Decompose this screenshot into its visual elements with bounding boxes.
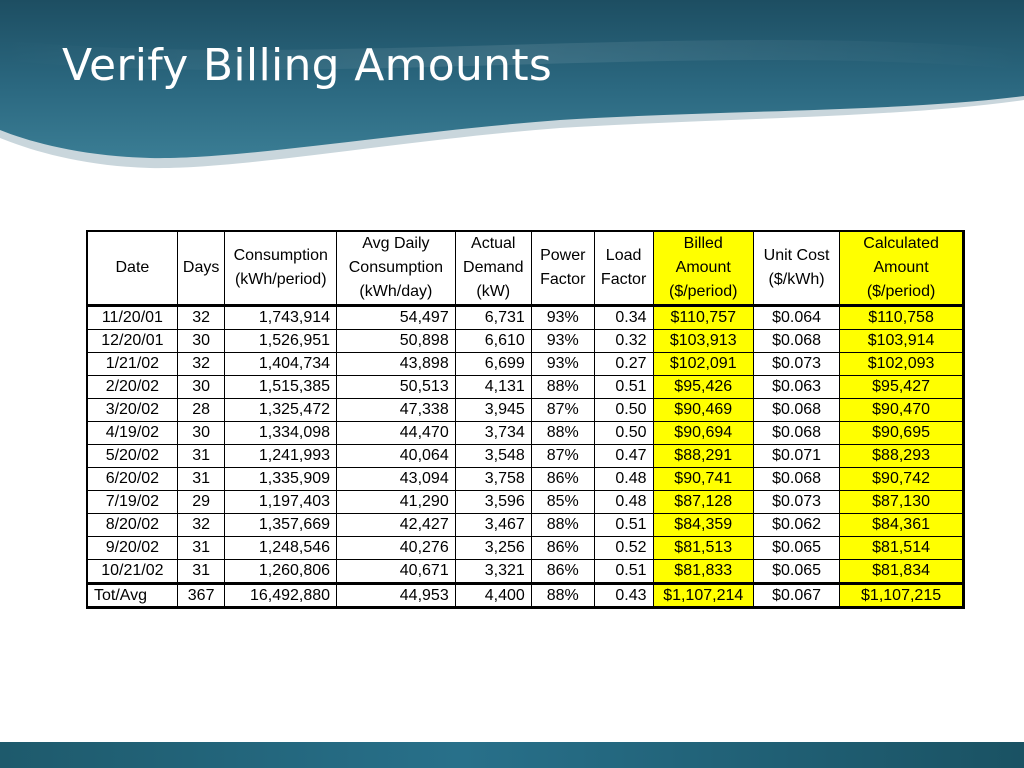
cell-power-factor: 88% (531, 514, 594, 537)
cell-days: 30 (177, 376, 225, 399)
header-load-factor: Load Factor (594, 231, 653, 306)
cell-load-factor: 0.50 (594, 399, 653, 422)
footer-bar (0, 742, 1024, 768)
cell-date: 1/21/02 (87, 353, 177, 376)
table-total-row (87, 584, 964, 608)
cell-consumption: 1,334,098 (225, 422, 337, 445)
table-row (87, 376, 964, 399)
cell-power-factor: 87% (531, 399, 594, 422)
cell-unit-cost: $0.068 (753, 330, 839, 353)
cell-date: 3/20/02 (87, 399, 177, 422)
cell-actual-demand: 3,596 (455, 491, 531, 514)
table-row (87, 422, 964, 445)
header-date: Date (87, 231, 177, 306)
cell-date: Tot/Avg (87, 584, 177, 608)
cell-actual-demand: 3,945 (455, 399, 531, 422)
header-unit-cost: Unit Cost ($/kWh) (753, 231, 839, 306)
cell-date: 9/20/02 (87, 537, 177, 560)
cell-load-factor: 0.48 (594, 491, 653, 514)
cell-unit-cost: $0.073 (753, 353, 839, 376)
header-billed-amount: Billed Amount ($/period) (653, 231, 753, 306)
cell-consumption: 1,404,734 (225, 353, 337, 376)
table-row (87, 445, 964, 468)
cell-unit-cost: $0.068 (753, 422, 839, 445)
cell-calculated-amount: $90,470 (840, 399, 964, 422)
cell-consumption: 1,260,806 (225, 560, 337, 584)
cell-calculated-amount: $87,130 (840, 491, 964, 514)
cell-unit-cost: $0.062 (753, 514, 839, 537)
cell-load-factor: 0.47 (594, 445, 653, 468)
cell-consumption: 1,248,546 (225, 537, 337, 560)
cell-avg-daily-consumption: 44,470 (337, 422, 456, 445)
cell-calculated-amount: $110,758 (840, 306, 964, 330)
cell-calculated-amount: $88,293 (840, 445, 964, 468)
cell-power-factor: 93% (531, 330, 594, 353)
cell-calculated-amount: $103,914 (840, 330, 964, 353)
cell-billed-amount: $84,359 (653, 514, 753, 537)
cell-billed-amount: $81,833 (653, 560, 753, 584)
cell-days: 28 (177, 399, 225, 422)
cell-date: 5/20/02 (87, 445, 177, 468)
cell-days: 30 (177, 422, 225, 445)
header-consumption: Consumption (kWh/period) (225, 231, 337, 306)
cell-billed-amount: $81,513 (653, 537, 753, 560)
cell-load-factor: 0.48 (594, 468, 653, 491)
table-row (87, 468, 964, 491)
cell-actual-demand: 4,131 (455, 376, 531, 399)
cell-load-factor: 0.51 (594, 560, 653, 584)
cell-billed-amount: $95,426 (653, 376, 753, 399)
cell-calculated-amount: $90,695 (840, 422, 964, 445)
table-row (87, 560, 964, 584)
cell-actual-demand: 4,400 (455, 584, 531, 608)
cell-days: 32 (177, 306, 225, 330)
table-row (87, 491, 964, 514)
cell-unit-cost: $0.073 (753, 491, 839, 514)
table-header-row (87, 231, 964, 306)
cell-unit-cost: $0.064 (753, 306, 839, 330)
cell-calculated-amount: $95,427 (840, 376, 964, 399)
cell-days: 32 (177, 514, 225, 537)
cell-load-factor: 0.27 (594, 353, 653, 376)
cell-unit-cost: $0.068 (753, 399, 839, 422)
cell-avg-daily-consumption: 54,497 (337, 306, 456, 330)
cell-avg-daily-consumption: 42,427 (337, 514, 456, 537)
cell-consumption: 1,526,951 (225, 330, 337, 353)
cell-power-factor: 86% (531, 537, 594, 560)
cell-actual-demand: 3,734 (455, 422, 531, 445)
cell-avg-daily-consumption: 44,953 (337, 584, 456, 608)
header-actual-demand: Actual Demand (kW) (455, 231, 531, 306)
cell-consumption: 1,515,385 (225, 376, 337, 399)
cell-days: 31 (177, 468, 225, 491)
cell-avg-daily-consumption: 41,290 (337, 491, 456, 514)
cell-actual-demand: 3,321 (455, 560, 531, 584)
cell-consumption: 1,357,669 (225, 514, 337, 537)
cell-billed-amount: $110,757 (653, 306, 753, 330)
cell-consumption: 1,335,909 (225, 468, 337, 491)
cell-consumption: 1,743,914 (225, 306, 337, 330)
cell-actual-demand: 3,548 (455, 445, 531, 468)
cell-power-factor: 87% (531, 445, 594, 468)
cell-consumption: 16,492,880 (225, 584, 337, 608)
cell-billed-amount: $87,128 (653, 491, 753, 514)
cell-date: 10/21/02 (87, 560, 177, 584)
cell-actual-demand: 3,758 (455, 468, 531, 491)
cell-days: 29 (177, 491, 225, 514)
cell-unit-cost: $0.067 (753, 584, 839, 608)
cell-unit-cost: $0.065 (753, 560, 839, 584)
cell-billed-amount: $102,091 (653, 353, 753, 376)
table-row (87, 353, 964, 376)
cell-avg-daily-consumption: 43,898 (337, 353, 456, 376)
cell-power-factor: 88% (531, 422, 594, 445)
cell-date: 6/20/02 (87, 468, 177, 491)
cell-billed-amount: $90,469 (653, 399, 753, 422)
cell-date: 12/20/01 (87, 330, 177, 353)
cell-days: 367 (177, 584, 225, 608)
cell-calculated-amount: $102,093 (840, 353, 964, 376)
cell-calculated-amount: $90,742 (840, 468, 964, 491)
cell-avg-daily-consumption: 40,064 (337, 445, 456, 468)
cell-date: 4/19/02 (87, 422, 177, 445)
cell-date: 7/19/02 (87, 491, 177, 514)
cell-avg-daily-consumption: 40,276 (337, 537, 456, 560)
slide-title: Verify Billing Amounts (62, 40, 553, 91)
cell-billed-amount: $88,291 (653, 445, 753, 468)
cell-power-factor: 88% (531, 584, 594, 608)
cell-avg-daily-consumption: 50,513 (337, 376, 456, 399)
table-row (87, 306, 964, 330)
cell-load-factor: 0.51 (594, 376, 653, 399)
cell-load-factor: 0.43 (594, 584, 653, 608)
cell-days: 31 (177, 560, 225, 584)
table-row (87, 514, 964, 537)
cell-days: 32 (177, 353, 225, 376)
cell-calculated-amount: $84,361 (840, 514, 964, 537)
table-row (87, 537, 964, 560)
cell-unit-cost: $0.068 (753, 468, 839, 491)
cell-consumption: 1,325,472 (225, 399, 337, 422)
cell-actual-demand: 6,699 (455, 353, 531, 376)
cell-unit-cost: $0.065 (753, 537, 839, 560)
table-body (87, 306, 964, 608)
cell-power-factor: 93% (531, 306, 594, 330)
cell-actual-demand: 3,256 (455, 537, 531, 560)
cell-consumption: 1,197,403 (225, 491, 337, 514)
cell-billed-amount: $103,913 (653, 330, 753, 353)
cell-power-factor: 85% (531, 491, 594, 514)
cell-avg-daily-consumption: 47,338 (337, 399, 456, 422)
cell-load-factor: 0.51 (594, 514, 653, 537)
cell-days: 31 (177, 537, 225, 560)
cell-actual-demand: 6,610 (455, 330, 531, 353)
cell-avg-daily-consumption: 50,898 (337, 330, 456, 353)
cell-days: 30 (177, 330, 225, 353)
cell-load-factor: 0.34 (594, 306, 653, 330)
header-days: Days (177, 231, 225, 306)
cell-unit-cost: $0.063 (753, 376, 839, 399)
cell-billed-amount: $1,107,214 (653, 584, 753, 608)
cell-power-factor: 93% (531, 353, 594, 376)
cell-calculated-amount: $1,107,215 (840, 584, 964, 608)
table-row (87, 330, 964, 353)
cell-actual-demand: 3,467 (455, 514, 531, 537)
cell-power-factor: 86% (531, 560, 594, 584)
table-row (87, 399, 964, 422)
cell-load-factor: 0.52 (594, 537, 653, 560)
header-avg-daily-consumption: Avg Daily Consumption (kWh/day) (337, 231, 456, 306)
cell-calculated-amount: $81,514 (840, 537, 964, 560)
cell-unit-cost: $0.071 (753, 445, 839, 468)
cell-load-factor: 0.32 (594, 330, 653, 353)
cell-billed-amount: $90,694 (653, 422, 753, 445)
cell-days: 31 (177, 445, 225, 468)
cell-billed-amount: $90,741 (653, 468, 753, 491)
cell-avg-daily-consumption: 43,094 (337, 468, 456, 491)
cell-load-factor: 0.50 (594, 422, 653, 445)
cell-actual-demand: 6,731 (455, 306, 531, 330)
cell-avg-daily-consumption: 40,671 (337, 560, 456, 584)
cell-calculated-amount: $81,834 (840, 560, 964, 584)
cell-date: 2/20/02 (87, 376, 177, 399)
cell-power-factor: 88% (531, 376, 594, 399)
cell-power-factor: 86% (531, 468, 594, 491)
cell-date: 11/20/01 (87, 306, 177, 330)
header-calculated-amount: Calculated Amount ($/period) (840, 231, 964, 306)
cell-consumption: 1,241,993 (225, 445, 337, 468)
billing-table (86, 230, 965, 609)
header-power-factor: Power Factor (531, 231, 594, 306)
cell-date: 8/20/02 (87, 514, 177, 537)
